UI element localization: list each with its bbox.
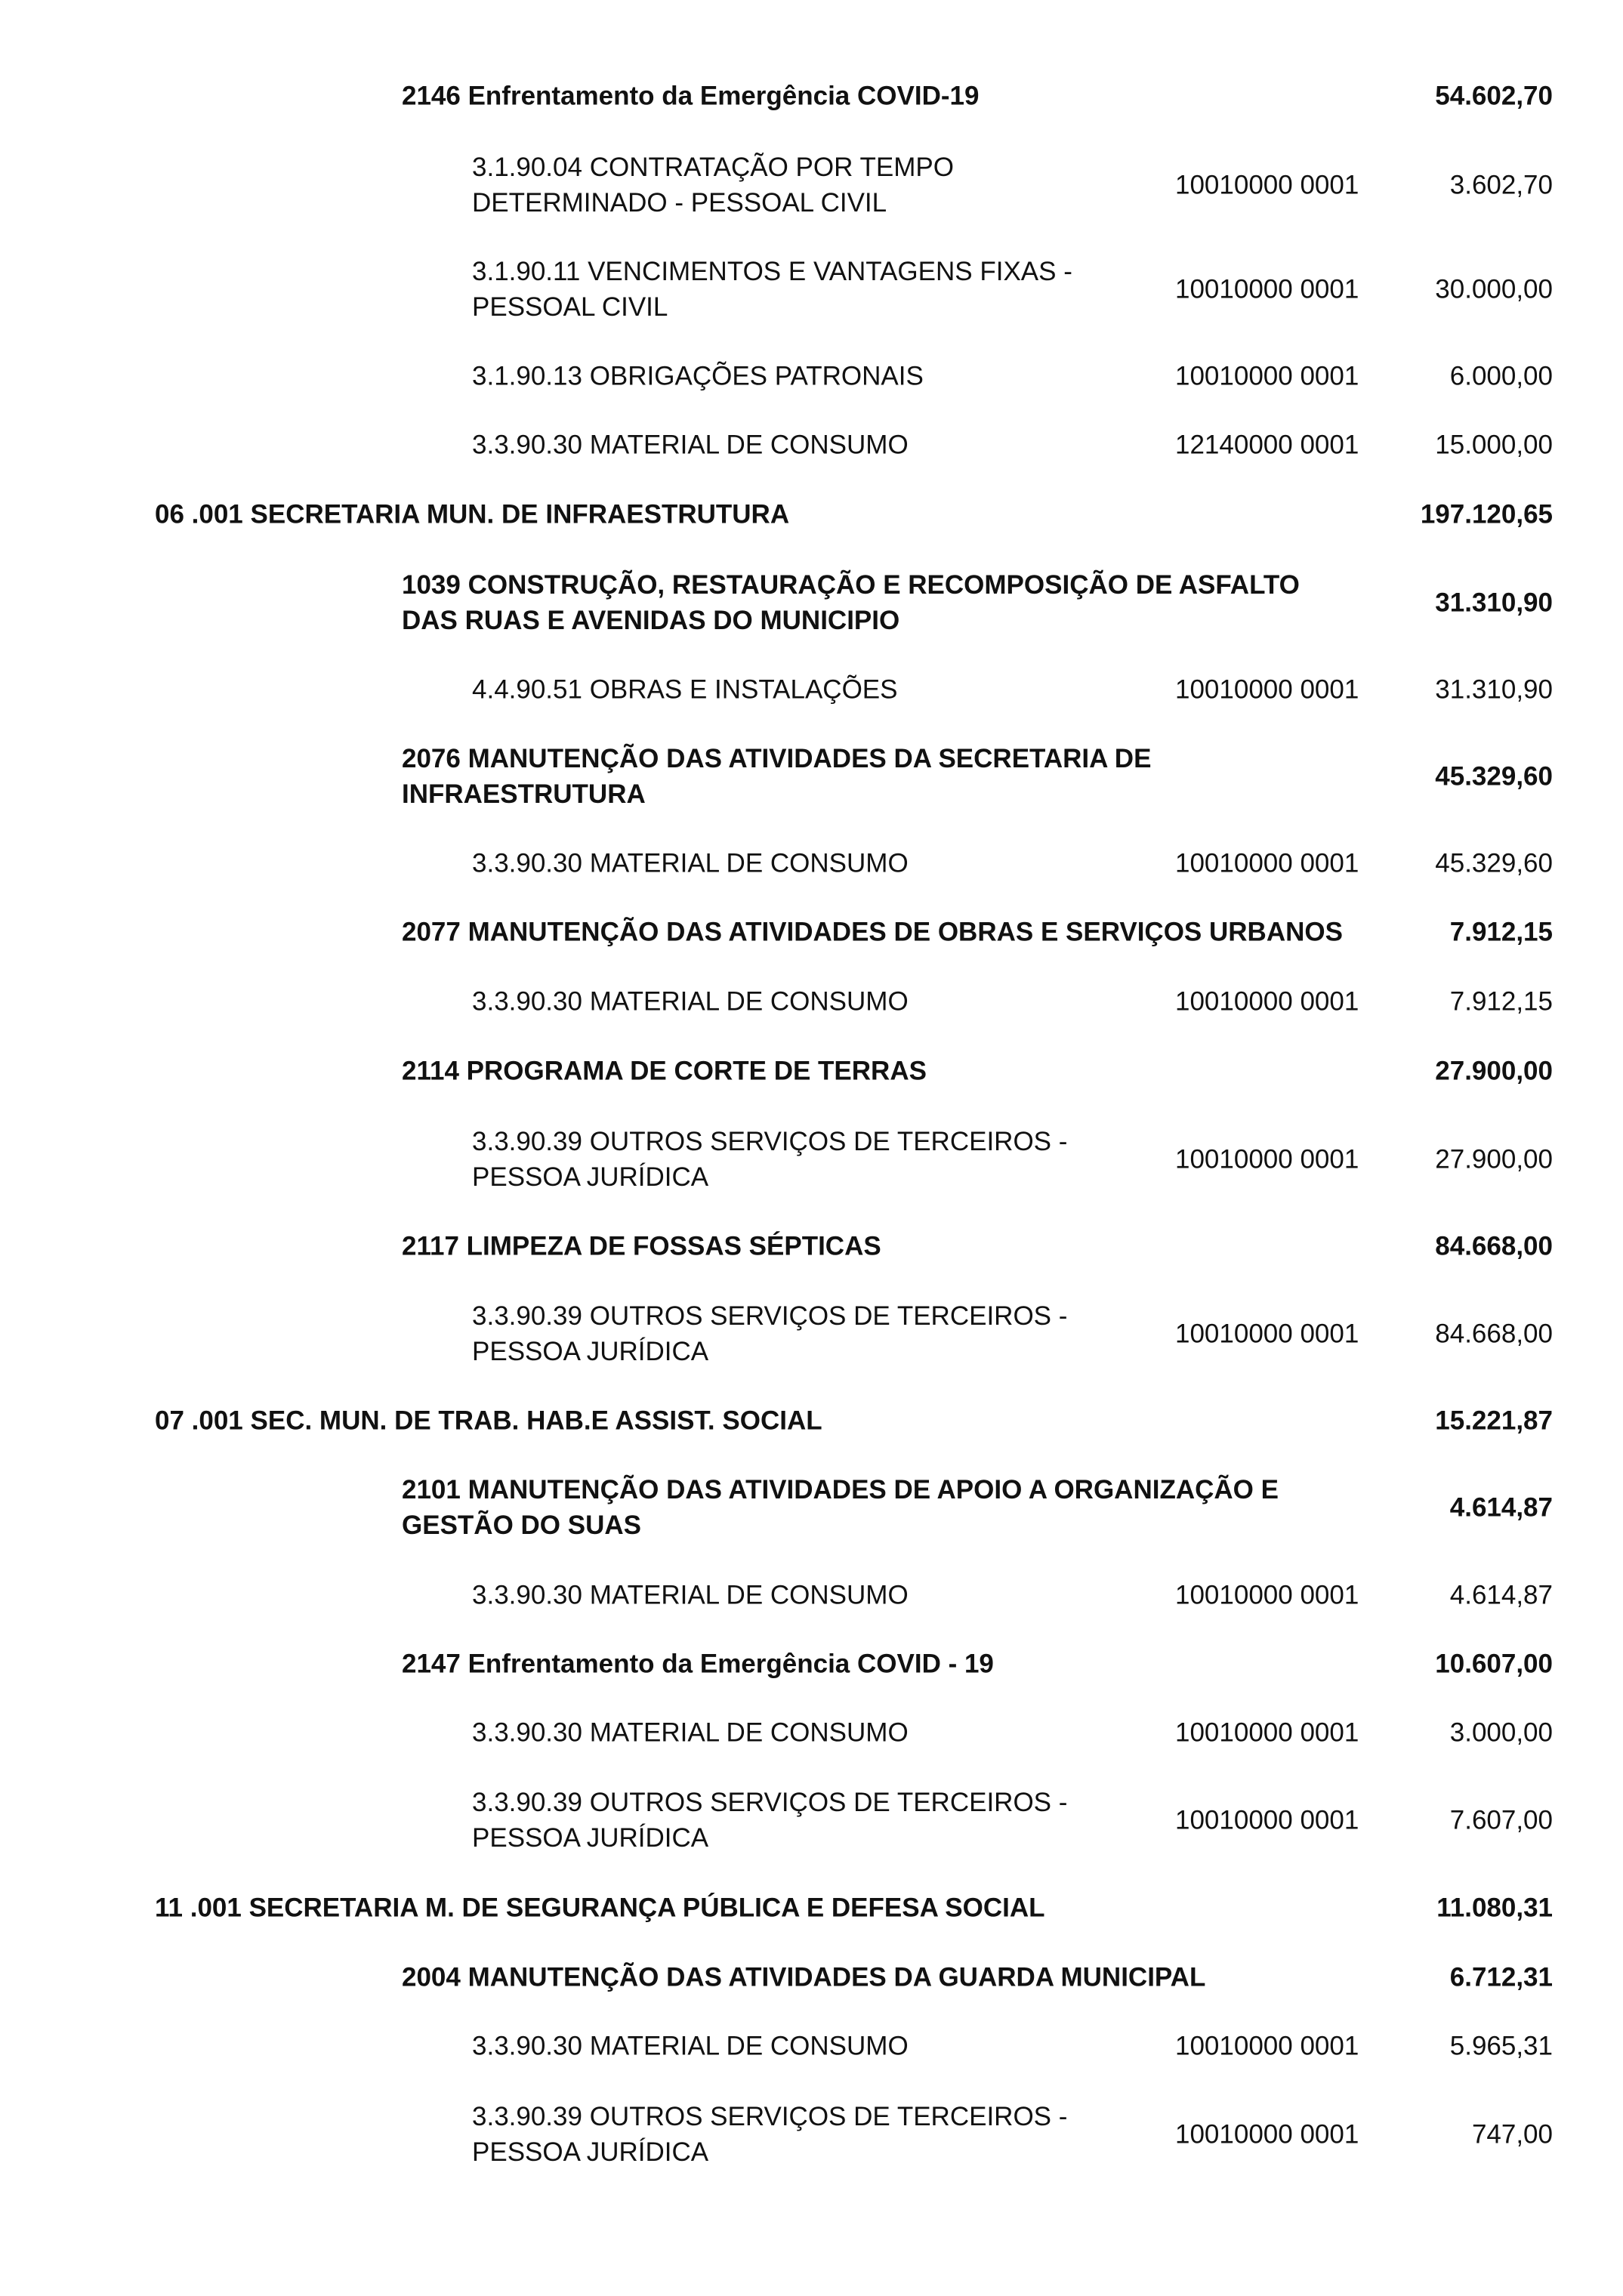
- row-label: 3.3.90.39 OUTROS SERVIÇOS DE TERCEIROS - PESSOA JURÍDICA: [472, 1127, 1068, 1192]
- row-label: 3.3.90.30 MATERIAL DE CONSUMO: [472, 848, 909, 878]
- row-valor: 54.602,70: [1435, 81, 1553, 111]
- row-label: 2101 MANUTENÇÃO DAS ATIVIDADES DE APOIO A ORGANIZAÇÃO E GESTÃO DO SUAS: [402, 1475, 1279, 1540]
- row-valor: 84.668,00: [1435, 1231, 1553, 1261]
- row-label: 2146 Enfrentamento da Emergência COVID-19: [402, 81, 980, 111]
- row-valor: 31.310,90: [1435, 588, 1553, 618]
- row-label: 2117 LIMPEZA DE FOSSAS SÉPTICAS: [402, 1231, 881, 1261]
- row-valor: 10.607,00: [1435, 1649, 1553, 1679]
- row-valor: 6.000,00: [1449, 361, 1553, 391]
- row-fonte: 10010000 0001: [1175, 1144, 1359, 1174]
- row-valor: 747,00: [1471, 2119, 1553, 2149]
- row-label: 3.3.90.30 MATERIAL DE CONSUMO: [472, 1717, 909, 1748]
- row-label: 2076 MANUTENÇÃO DAS ATIVIDADES DA SECRETARIA DE INFRAESTRUTURA: [402, 744, 1152, 809]
- row-valor: 6.712,31: [1449, 1962, 1553, 1992]
- row-valor: 45.329,60: [1435, 761, 1553, 792]
- row-label: 07 .001 SEC. MUN. DE TRAB. HAB.E ASSIST. SOCIAL: [155, 1406, 822, 1436]
- row-label: 06 .001 SECRETARIA MUN. DE INFRAESTRUTURA: [155, 499, 790, 529]
- row-fonte: 12140000 0001: [1175, 430, 1359, 460]
- row-valor: 11.080,31: [1436, 1893, 1553, 1923]
- row-valor: 15.221,87: [1435, 1406, 1553, 1436]
- row-label: 3.3.90.30 MATERIAL DE CONSUMO: [472, 986, 909, 1017]
- row-label: 1039 CONSTRUÇÃO, RESTAURAÇÃO E RECOMPOSIÇÃO DE ASFALTO DAS RUAS E AVENIDAS DO MUNICIPIO: [402, 570, 1300, 635]
- row-valor: 31.310,90: [1435, 674, 1553, 705]
- row-valor: 30.000,00: [1435, 274, 1553, 304]
- row-valor: 7.912,15: [1449, 917, 1553, 947]
- row-valor: 4.614,87: [1449, 1492, 1553, 1523]
- row-label: 3.1.90.11 VENCIMENTOS E VANTAGENS FIXAS - PESSOAL CIVIL: [472, 257, 1072, 322]
- row-fonte: 10010000 0001: [1175, 274, 1359, 304]
- row-fonte: 10010000 0001: [1175, 848, 1359, 878]
- row-fonte: 10010000 0001: [1175, 2119, 1359, 2149]
- row-label: 3.3.90.30 MATERIAL DE CONSUMO: [472, 1580, 909, 1610]
- row-label: 2147 Enfrentamento da Emergência COVID - 19: [402, 1649, 994, 1679]
- row-valor: 27.900,00: [1435, 1056, 1553, 1086]
- row-valor: 15.000,00: [1435, 430, 1553, 460]
- row-valor: 197.120,65: [1420, 499, 1553, 529]
- row-fonte: 10010000 0001: [1175, 1717, 1359, 1748]
- row-label: 3.3.90.30 MATERIAL DE CONSUMO: [472, 430, 909, 460]
- row-valor: 27.900,00: [1435, 1144, 1553, 1174]
- row-label: 3.3.90.30 MATERIAL DE CONSUMO: [472, 2031, 909, 2061]
- row-fonte: 10010000 0001: [1175, 1319, 1359, 1349]
- row-fonte: 10010000 0001: [1175, 674, 1359, 705]
- row-valor: 4.614,87: [1449, 1580, 1553, 1610]
- row-label: 2004 MANUTENÇÃO DAS ATIVIDADES DA GUARDA MUNICIPAL: [402, 1962, 1206, 1992]
- row-fonte: 10010000 0001: [1175, 986, 1359, 1017]
- row-fonte: 10010000 0001: [1175, 1580, 1359, 1610]
- row-fonte: 10010000 0001: [1175, 361, 1359, 391]
- row-label: 2077 MANUTENÇÃO DAS ATIVIDADES DE OBRAS E SERVIÇOS URBANOS: [402, 917, 1343, 947]
- row-label: 3.1.90.13 OBRIGAÇÕES PATRONAIS: [472, 361, 924, 391]
- row-label: 2114 PROGRAMA DE CORTE DE TERRAS: [402, 1056, 927, 1086]
- row-valor: 5.965,31: [1449, 2031, 1553, 2061]
- row-label: 3.3.90.39 OUTROS SERVIÇOS DE TERCEIROS - PESSOA JURÍDICA: [472, 2102, 1068, 2167]
- row-label: 3.3.90.39 OUTROS SERVIÇOS DE TERCEIROS - PESSOA JURÍDICA: [472, 1301, 1068, 1366]
- row-fonte: 10010000 0001: [1175, 1805, 1359, 1835]
- row-label: 3.1.90.04 CONTRATAÇÃO POR TEMPO DETERMINADO - PESSOAL CIVIL: [472, 153, 954, 218]
- row-label: 4.4.90.51 OBRAS E INSTALAÇÕES: [472, 674, 898, 705]
- row-valor: 3.000,00: [1449, 1717, 1553, 1748]
- row-valor: 84.668,00: [1435, 1319, 1553, 1349]
- row-label: 11 .001 SECRETARIA M. DE SEGURANÇA PÚBLICA E DEFESA SOCIAL: [155, 1893, 1045, 1923]
- row-label: 3.3.90.39 OUTROS SERVIÇOS DE TERCEIROS - PESSOA JURÍDICA: [472, 1788, 1068, 1853]
- row-fonte: 10010000 0001: [1175, 2031, 1359, 2061]
- row-valor: 7.912,15: [1449, 986, 1553, 1017]
- row-fonte: 10010000 0001: [1175, 170, 1359, 200]
- row-valor: 7.607,00: [1449, 1805, 1553, 1835]
- row-valor: 45.329,60: [1435, 848, 1553, 878]
- row-valor: 3.602,70: [1449, 170, 1553, 200]
